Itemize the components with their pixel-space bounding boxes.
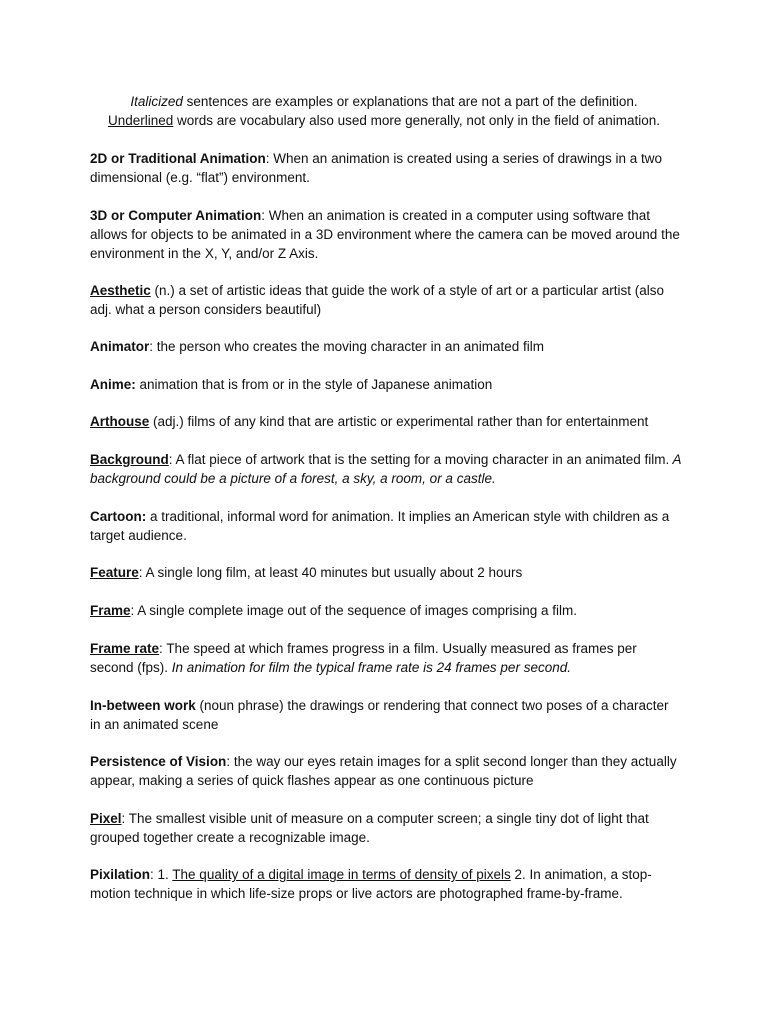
entry-pixilation <box>90 865 682 903</box>
definition: (n.) a set of artistic ideas that guide the work of a style of art or a particular artist (also adj. what a person considers beautiful) <box>90 283 665 317</box>
definition: (adj.) films of any kind that are artistic or experimental rather than for entertainment <box>153 414 649 429</box>
entry-background <box>90 450 682 488</box>
term: Aesthetic <box>90 283 151 298</box>
term: Anime: <box>90 377 136 392</box>
term: Arthouse <box>90 414 150 429</box>
definition: When an animation is created using a series of drawings in a two dimensional (e.g. “flat”) environment. <box>90 151 662 185</box>
definition: (noun phrase) the drawings or rendering that connect two poses of a character in an animated scene <box>90 698 669 732</box>
term: 2D or Traditional Animation <box>90 151 266 166</box>
entry-aesthetic <box>90 281 682 319</box>
entry-pixel <box>90 809 682 847</box>
glossary-entries <box>90 149 682 903</box>
term-sep: : <box>150 867 158 882</box>
intro-italic-word: Italicized <box>130 94 183 109</box>
definition: The smallest visible unit of measure on a computer screen; a single tiny dot of light that grouped together create a recognizable image. <box>90 811 649 845</box>
entry-3d-animation <box>90 206 682 263</box>
intro-underlined-word: Underlined <box>107 113 174 128</box>
entry-in-between-work <box>90 696 682 734</box>
definition: The speed at which frames progress in a film. Usually measured as frames per second (fps). <box>90 641 637 675</box>
entry-frame <box>90 601 682 620</box>
definition: A flat piece of artwork that is the setting for a moving character in an animated film. <box>175 452 670 467</box>
entry-frame-rate <box>90 639 682 677</box>
term: Frame rate <box>90 641 160 656</box>
term-sep: : <box>261 208 269 223</box>
entry-persistence-of-vision <box>90 752 682 790</box>
definition: A single complete image out of the sequence of images comprising a film. <box>137 603 578 618</box>
definition: 2. In animation, a stop-motion technique in which life-size props or live actors are photographed frame-by-frame. <box>90 867 652 901</box>
definition-underlined: The quality of a digital image in terms of density of pixels <box>172 867 511 882</box>
term: Pixel <box>90 811 122 826</box>
definition: the way our eyes retain images for a split second longer than they actually appear, making a series of quick flashes appear as one continuous picture <box>90 754 677 788</box>
definition: When an animation is created in a computer using software that allows for objects to be animated in a 3D environment where the camera can be moved around the environment in the X, Y, and/or Z Axis. <box>90 208 680 261</box>
entry-2d-animation <box>90 149 682 187</box>
term: Background <box>90 452 169 467</box>
term: 3D or Computer Animation <box>90 208 262 223</box>
term: In-between work <box>90 698 196 713</box>
example: A background could be a picture of a forest, a sky, a room, or a castle. <box>90 452 682 486</box>
definition: animation that is from or in the style of Japanese animation <box>139 377 493 392</box>
term: Frame <box>90 603 131 618</box>
intro-line-1-text: sentences are examples or explanations that are not a part of the definition. <box>182 94 638 109</box>
intro-line-2 <box>0 111 768 130</box>
definition: A single long film, at least 40 minutes but usually about 2 hours <box>145 565 523 580</box>
term: Cartoon: <box>90 509 147 524</box>
intro-line-1 <box>0 92 768 111</box>
example: In animation for film the typical frame rate is 24 frames per second. <box>168 660 571 675</box>
term-sep: : <box>265 151 274 166</box>
definition: a traditional, informal word for animation. It implies an American style with children as a target audience. <box>90 509 670 543</box>
entry-animator <box>90 337 682 356</box>
entry-feature <box>90 563 682 582</box>
term: Persistence of Vision <box>90 754 227 769</box>
term: Animator <box>90 339 150 354</box>
entry-anime <box>90 375 682 394</box>
definition: the person who creates the moving character in an animated film <box>156 339 544 354</box>
intro-line-2-text: words are vocabulary also used more generally, not only in the field of animation. <box>173 113 661 128</box>
entry-cartoon <box>90 507 682 545</box>
term-sep: : <box>226 754 234 769</box>
term-sep: : <box>149 339 157 354</box>
term: Pixilation <box>90 867 151 882</box>
term-sep: : <box>168 452 176 467</box>
term-sep: : <box>159 641 167 656</box>
term: Feature <box>90 565 139 580</box>
intro-note <box>0 92 768 130</box>
term-sep: : <box>130 603 138 618</box>
term-sep: : <box>121 811 129 826</box>
term-sep: : <box>138 565 146 580</box>
entry-arthouse <box>90 412 682 431</box>
definition-number: 1. <box>157 867 173 882</box>
